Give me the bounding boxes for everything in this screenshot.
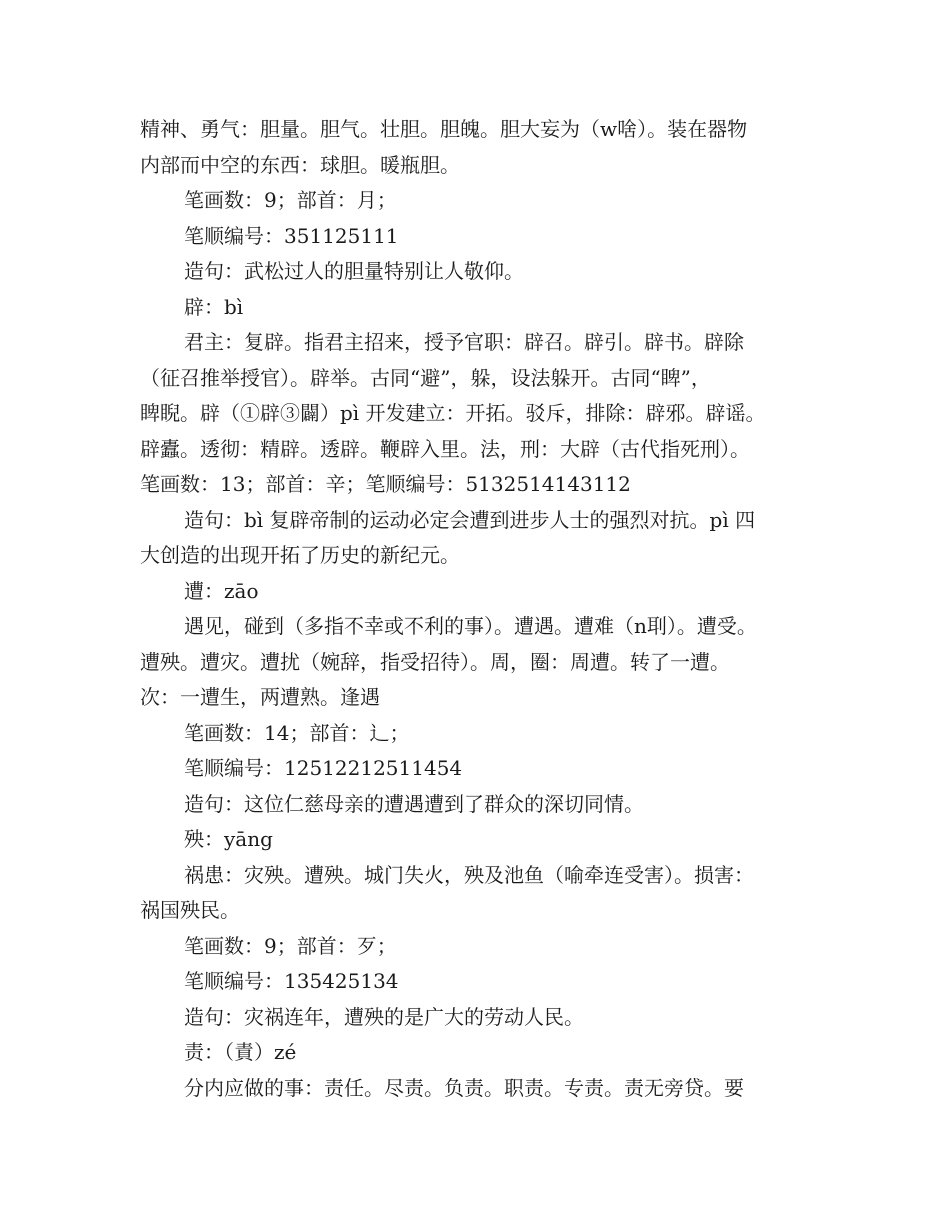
text-line: 遭：zāo: [184, 578, 259, 603]
text-line: 君主：复辟。指君主招来，授予官职：辟召。辟引。辟书。辟除: [184, 330, 744, 354]
text-line: 遭殃。遭灾。遭扰（婉辞，指受招待）。周，圈：周遭。转了一遭。: [140, 649, 730, 674]
text-line: 笔画数：14；部首：辶；: [184, 720, 410, 745]
text-line: 责：（責）zé: [184, 1040, 297, 1064]
text-line: 大创造的出现开拓了历史的新纪元。: [140, 543, 460, 567]
text-line: 辟：bì: [184, 294, 244, 319]
text-line: 精神、勇气：胆量。胆气。壮胆。胆魄。胆大妄为（w啥）。装在器物: [140, 117, 748, 141]
text-line: 分内应做的事：责任。尽责。负责。职责。专责。责无旁贷。要: [184, 1075, 744, 1100]
text-line: 次：一遭生，两遭熟。逢遇: [140, 685, 380, 709]
text-line: 造句：这位仁慈母亲的遭遇遭到了群众的深切同情。: [184, 791, 644, 816]
text-line: 笔画数：9；部首：歹；: [184, 933, 397, 958]
text-line: 祸患：灾殃。遭殃。城门失火，殃及池鱼（喻牵连受害）。损害：: [184, 862, 754, 887]
text-line: 殃：yāng: [184, 827, 273, 851]
text-line: 造句：灾祸连年，遭殃的是广大的劳动人民。: [184, 1004, 584, 1029]
document-page: [140, 112, 830, 1106]
text-line: 笔画数：9；部首：月；: [184, 188, 397, 212]
text-line: 造句：武松过人的胆量特别让人敬仰。: [184, 259, 524, 283]
text-line: 睥睨。辟（①辟③闢）pì 开发建立：开拓。驳斥，排除：辟邪。辟谣。: [140, 401, 766, 425]
text-line: 遇见，碰到（多指不幸或不利的事）。遭遇。遭难（n刵）。遭受。: [184, 614, 757, 638]
text-line: 笔顺编号：351125111: [184, 223, 399, 248]
text-line: 笔顺编号：135425134: [184, 969, 399, 993]
text-line: 内部而中空的东西：球胆。暖瓶胆。: [140, 152, 460, 177]
text-line: 笔顺编号：12512212511454: [184, 756, 463, 780]
text-line: 笔画数：13；部首：辛；笔顺编号：5132514143112: [140, 472, 631, 496]
text-line: 祸国殃民。: [140, 898, 240, 922]
text-line: 辟蠹。透彻：精辟。透辟。鞭辟入里。法，刑：大辟（古代指死刑）。: [140, 436, 750, 461]
text-line: （征召推举授官）。辟举。古同“避”，躲，设法躲开。古同“睥”，: [140, 365, 711, 390]
text-line: 造句：bì 复辟帝制的运动必定会遭到进步人士的强烈对抗。pì 四: [184, 507, 756, 532]
